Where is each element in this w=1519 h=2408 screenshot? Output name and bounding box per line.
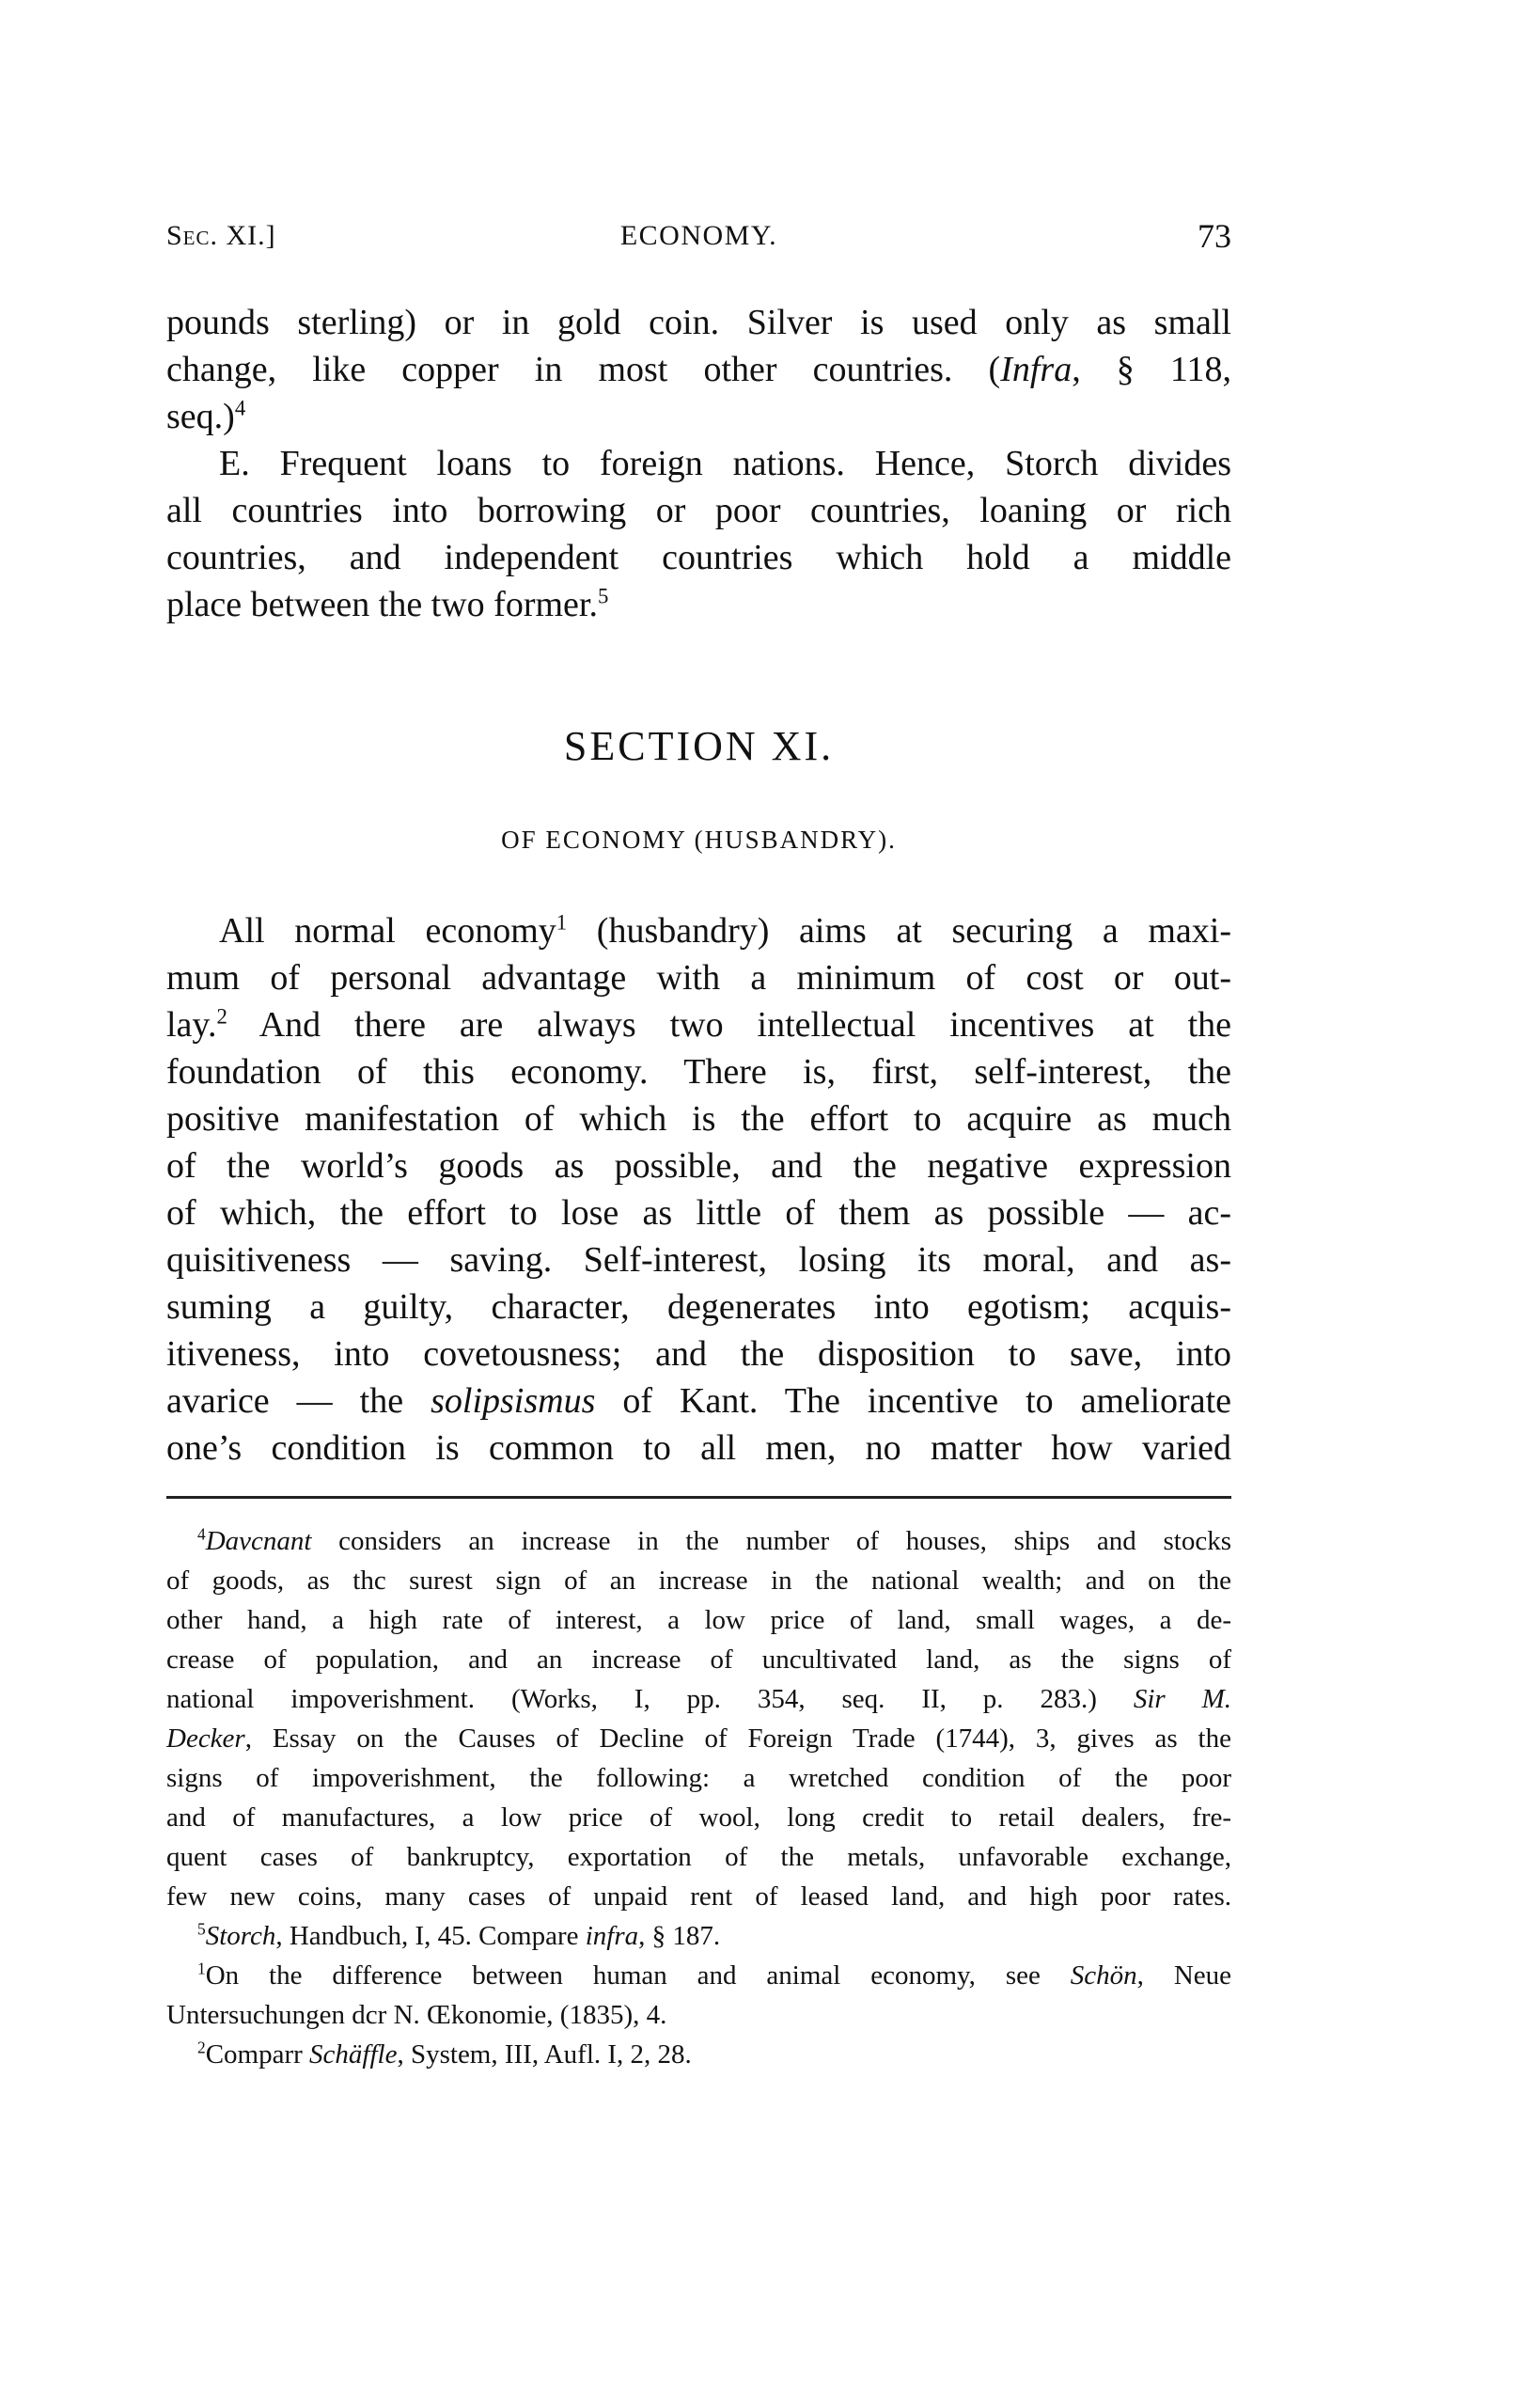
footnote-2: $^2$Comparr Schäffle, System, III, Aufl. I, 2, 28. bbox=[197, 2038, 692, 2070]
body-line: suming a guilty, character, degenerates into egotism; acquis- bbox=[166, 1287, 1231, 1327]
footnote-4: $^4$Davcnant considers an increase in the number of houses, ships and stocks bbox=[197, 1524, 1231, 1556]
footnote-line: Decker, Essay on the Causes of Decline of Foreign Trade (1744), 3, gives as the bbox=[166, 1723, 1231, 1754]
body-line: countries, and independent countries which hold a middle bbox=[166, 538, 1231, 577]
footnote-rule bbox=[166, 1496, 1231, 1499]
section-title: SECTION XI. bbox=[563, 723, 835, 769]
footnote-1: $^1$On the difference between human and animal economy, see Schön, Neue bbox=[197, 1959, 1231, 1991]
body-line: of which, the effort to lose as little of them as possible — ac- bbox=[166, 1193, 1231, 1233]
body-line: foundation of this economy. There is, first, self-interest, the bbox=[166, 1052, 1231, 1092]
footnote-line: Untersuchungen dcr N. Œkonomie, (1835), 4. bbox=[166, 2000, 667, 2030]
footnote-line: other hand, a high rate of interest, a low price of land, small wages, a de- bbox=[166, 1605, 1231, 1635]
body-line: lay.$^2$ And there are always two intellectual incentives at the bbox=[166, 1004, 1231, 1045]
body-line: All normal economy$^1$ (husbandry) aims at securing a maxi- bbox=[219, 910, 1231, 951]
body-line: change, like copper in most other countries. (Infra, § 118, bbox=[166, 350, 1231, 389]
body-line: avarice — the solipsismus of Kant. The incentive to ameliorate bbox=[166, 1381, 1231, 1421]
body-line: seq.)$^4$ bbox=[166, 396, 246, 436]
section-subtitle: OF ECONOMY (HUSBANDRY). bbox=[501, 826, 897, 854]
footnote-line: crease of population, and an increase of uncultivated land, as the signs of bbox=[166, 1645, 1231, 1675]
footnote-line: and of manufactures, a low price of wool, long credit to retail dealers, fre- bbox=[166, 1802, 1231, 1833]
body-line: place between the two former.$^5$ bbox=[166, 584, 609, 624]
running-header bbox=[166, 217, 1231, 255]
footnote-ref-1[interactable]: 1 bbox=[556, 910, 568, 935]
italic-ref: Infra bbox=[1000, 350, 1073, 389]
body-line: pounds sterling) or in gold coin. Silver is used only as small bbox=[166, 303, 1231, 342]
body-line: mum of personal advantage with a minimum of cost or out- bbox=[166, 958, 1231, 998]
footnote-ref-2[interactable]: 2 bbox=[216, 1004, 227, 1029]
body-line: one’s condition is common to all men, no matter how varied bbox=[166, 1428, 1231, 1468]
body-line: all countries into borrowing or poor countries, loaning or rich bbox=[166, 491, 1231, 530]
body-line: quisitiveness — saving. Self-interest, losing its moral, and as- bbox=[166, 1240, 1231, 1280]
header-section-label: Sec. XI.] bbox=[166, 220, 276, 251]
header-title: ECONOMY. bbox=[619, 220, 778, 251]
body-line: itiveness, into covetousness; and the disposition to save, into bbox=[166, 1334, 1231, 1374]
footnote-ref-5[interactable]: 5 bbox=[597, 584, 609, 608]
body-line: E. Frequent loans to foreign nations. Hence, Storch divides bbox=[219, 444, 1231, 483]
footnote-line: quent cases of bankruptcy, exportation of the metals, unfavorable exchange, bbox=[166, 1842, 1231, 1872]
italic-term: solipsismus bbox=[431, 1381, 596, 1421]
body-line: of the world’s goods as possible, and the negative expression bbox=[166, 1146, 1231, 1186]
footnote-line: national impoverishment. (Works, I, pp. 354, seq. II, p. 283.) Sir M. bbox=[166, 1684, 1231, 1714]
body-line: positive manifestation of which is the effort to acquire as much bbox=[166, 1099, 1231, 1139]
footnote-line: of goods, as thc surest sign of an increase in the national wealth; and on the bbox=[166, 1566, 1231, 1596]
page-number: 73 bbox=[1198, 217, 1231, 255]
footnote-5: $^5$Storch, Handbuch, I, 45. Compare infra, § 187. bbox=[197, 1919, 721, 1951]
footnote-ref-4[interactable]: 4 bbox=[234, 396, 246, 420]
footnote-line: signs of impoverishment, the following: a wretched condition of the poor bbox=[166, 1763, 1231, 1793]
footnote-line: few new coins, many cases of unpaid rent of leased land, and high poor rates. bbox=[166, 1881, 1231, 1912]
